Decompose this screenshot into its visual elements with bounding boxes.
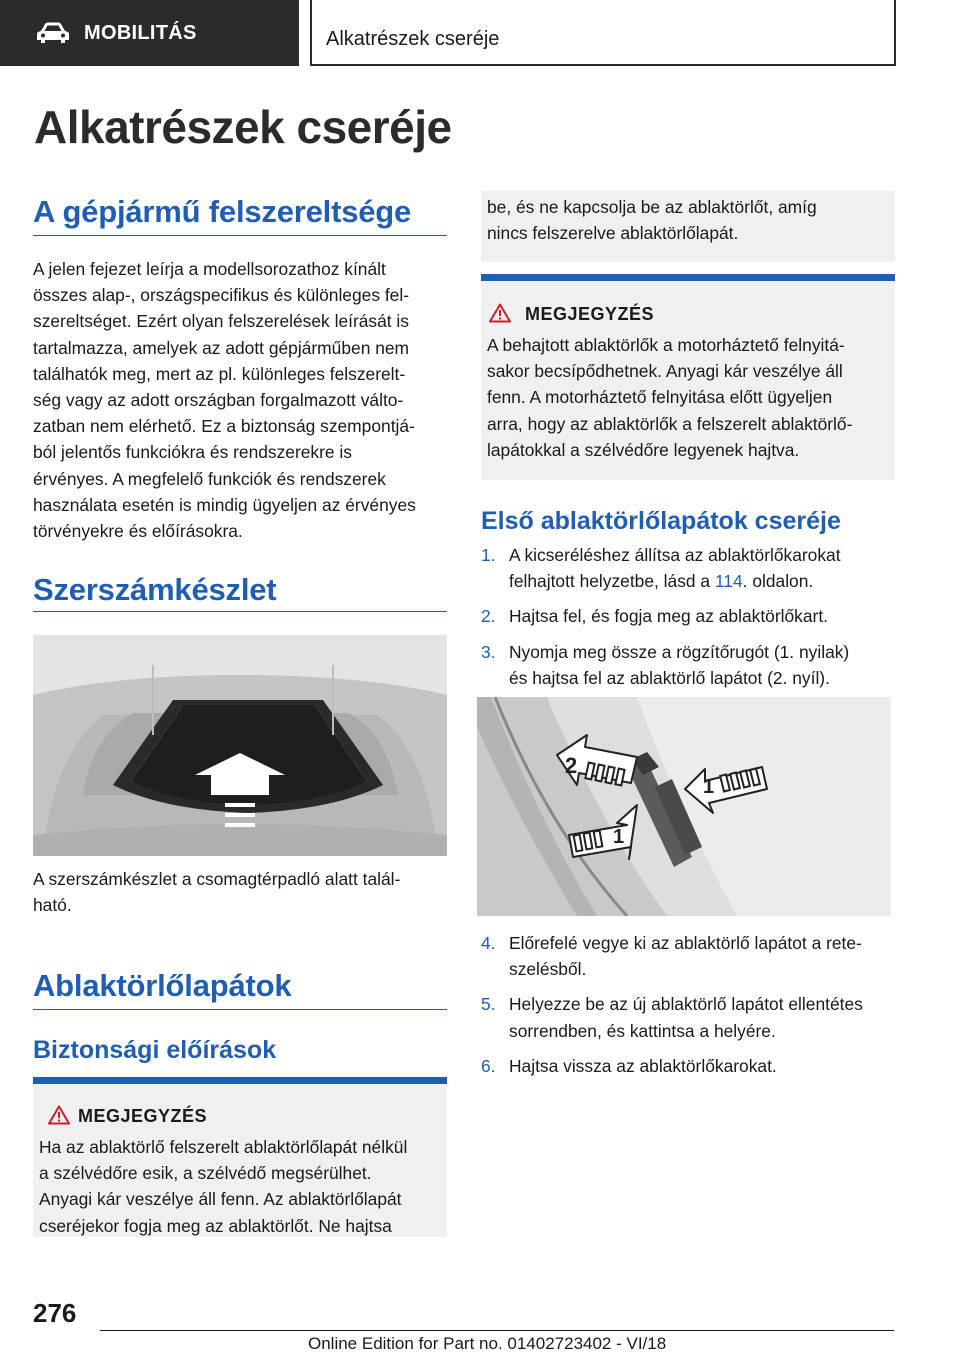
wiper-figure: [477, 697, 891, 916]
notice-bar: [481, 274, 895, 281]
notice-bar: [33, 1077, 447, 1084]
equipment-heading: A gépjármű felszereltsége: [33, 194, 412, 229]
notice-line: arra, hogy az ablaktörlők a felszerelt ablaktörlő-: [487, 413, 853, 434]
step-item: [481, 542, 895, 594]
step-text: Hajtsa fel, és fogja meg az ablaktörlőkart.: [509, 606, 828, 627]
step-text: A kicseréléshez állítsa az ablaktörlőkarokat: [509, 545, 841, 565]
step-text: sorrendben, és kattintsa a helyére.: [509, 1020, 776, 1041]
equipment-line: zatban nem elérhető. Ez a biztonság szempontjá-: [33, 416, 415, 437]
notice-text: [39, 1134, 449, 1239]
notice-line: Ha az ablaktörlő felszerelt ablaktörlőlapát nélkül: [39, 1137, 408, 1157]
warning-icon: [489, 303, 511, 323]
front-wiper-heading: Első ablaktörlőlapátok cseréje: [481, 507, 841, 535]
notice-line: lapátokkal a szélvédőre legyenek hajtva.: [487, 439, 800, 460]
step-number: 2.: [481, 606, 496, 627]
arrow-1-label: 1: [613, 826, 625, 848]
step-text-part: . oldalon.: [742, 571, 814, 592]
step-item: [481, 639, 895, 691]
equipment-line: érvényes. A megfelelő funkciók és rendszerek: [33, 468, 386, 489]
header-chapter-box: [310, 0, 896, 66]
arrow-1-label: 1: [703, 776, 715, 798]
step-text: [509, 568, 895, 594]
notice-continued: [481, 191, 895, 262]
caption-line: ható.: [33, 895, 72, 916]
wipers-heading: Ablaktörlőlapátok: [33, 968, 292, 1003]
page-number: 276: [33, 1298, 77, 1328]
toolkit-caption: [33, 866, 447, 918]
notice-line: cseréjekor fogja meg az ablaktörlőt. Ne hajtsa: [39, 1215, 392, 1236]
notice-line: sakor becsípődhetnek. Anyagi kár veszélye áll: [487, 361, 843, 382]
notice-line: Anyagi kár veszélye áll fenn. Az ablaktörlőlapát: [39, 1189, 402, 1210]
notice-line: fenn. A motorháztető felnyitása előtt ügyeljen: [487, 387, 833, 408]
header-section-label: MOBILITÁS: [84, 21, 197, 44]
toolkit-heading: Szerszámkészlet: [33, 572, 277, 607]
equipment-line: összes alap-, országspecifikus és különleges fel-: [33, 285, 410, 306]
step-number: 5.: [481, 994, 496, 1015]
wiper-illustration: [477, 697, 891, 916]
equipment-line: szereltséget. Ezért olyan felszerelések leírását is: [33, 311, 409, 332]
caption-line: A szerszámkészlet a csomagtérpadló alatt talál-: [33, 869, 401, 889]
step-item: [481, 930, 895, 982]
wipers-rule: [33, 1009, 447, 1010]
equipment-line: használata esetén is mindig ügyeljen az érvényes: [33, 494, 416, 515]
header-chapter-label: Alkatrészek cseréje: [326, 28, 500, 50]
equipment-line: ból jelentős funkciókra és rendszerekre is: [33, 442, 352, 463]
step-item: [481, 1053, 895, 1079]
warning-icon: [48, 1105, 70, 1125]
notice-line: a szélvédőre esik, a szélvédő megsérülhet.: [39, 1163, 372, 1184]
notice-line: nincs felszerelve ablaktörlőlapát.: [487, 223, 739, 244]
safety-heading: Biztonsági előírások: [33, 1036, 277, 1064]
equipment-line: találhatók meg, mert az pl. különleges felszerelt-: [33, 363, 406, 384]
step-text-part: felhajtott helyzetbe, lásd a: [509, 571, 715, 592]
header-section-tab: [0, 0, 299, 66]
step-text: Helyezze be az új ablaktörlő lapátot ellentétes: [509, 994, 863, 1015]
step-text: és hajtsa fel az ablaktörlő lapátot (2. nyíl).: [509, 667, 830, 688]
car-icon: [36, 21, 70, 45]
notice-box: [33, 1077, 447, 1237]
step-text: Hajtsa vissza az ablaktörlőkarokat.: [509, 1055, 777, 1076]
page-title: Alkatrészek cseréje: [34, 101, 452, 153]
notice-line: A behajtott ablaktörlők a motorháztető felnyitá-: [487, 335, 845, 355]
equipment-rule: [33, 235, 447, 236]
equipment-line: tartalmazza, amelyek az adott gépjárműben nem: [33, 337, 410, 358]
trunk-illustration: [33, 635, 447, 856]
notice-continued-text: [487, 194, 893, 246]
step-number: 1.: [481, 545, 496, 565]
arrow-2-label: 2: [565, 753, 578, 778]
steps-list: [481, 930, 895, 1088]
notice-title: MEGJEGYZÉS: [78, 1106, 208, 1126]
equipment-line: ség vagy az adott országban forgalmazott válto-: [33, 390, 404, 411]
step-number: 4.: [481, 933, 496, 953]
notice-title: MEGJEGYZÉS: [525, 304, 655, 324]
notice-text: [487, 332, 893, 463]
edition-text: Online Edition for Part no. 01402723402 - VI/18: [308, 1334, 667, 1353]
toolkit-rule: [33, 611, 447, 612]
steps-list: [481, 542, 895, 700]
step-number: 6.: [481, 1055, 496, 1076]
page-link[interactable]: 114: [714, 571, 743, 592]
step-item: [481, 991, 895, 1043]
notice-box: [481, 274, 895, 480]
step-text: Nyomja meg össze a rögzítőrugót (1. nyilak): [509, 641, 850, 662]
step-text: szelésből.: [509, 959, 587, 980]
trunk-figure: [33, 635, 447, 856]
step-text: Előrefelé vegye ki az ablaktörlő lapátot a rete-: [509, 933, 862, 953]
equipment-paragraph: [33, 256, 453, 544]
equipment-line: törvényekre és előírásokra.: [33, 521, 243, 542]
step-item: [481, 603, 895, 629]
step-number: 3.: [481, 641, 496, 662]
footer-rule: [100, 1330, 894, 1331]
notice-line: be, és ne kapcsolja be az ablaktörlőt, amíg: [487, 197, 817, 217]
equipment-line: A jelen fejezet leírja a modellsorozathoz kínált: [33, 259, 386, 279]
